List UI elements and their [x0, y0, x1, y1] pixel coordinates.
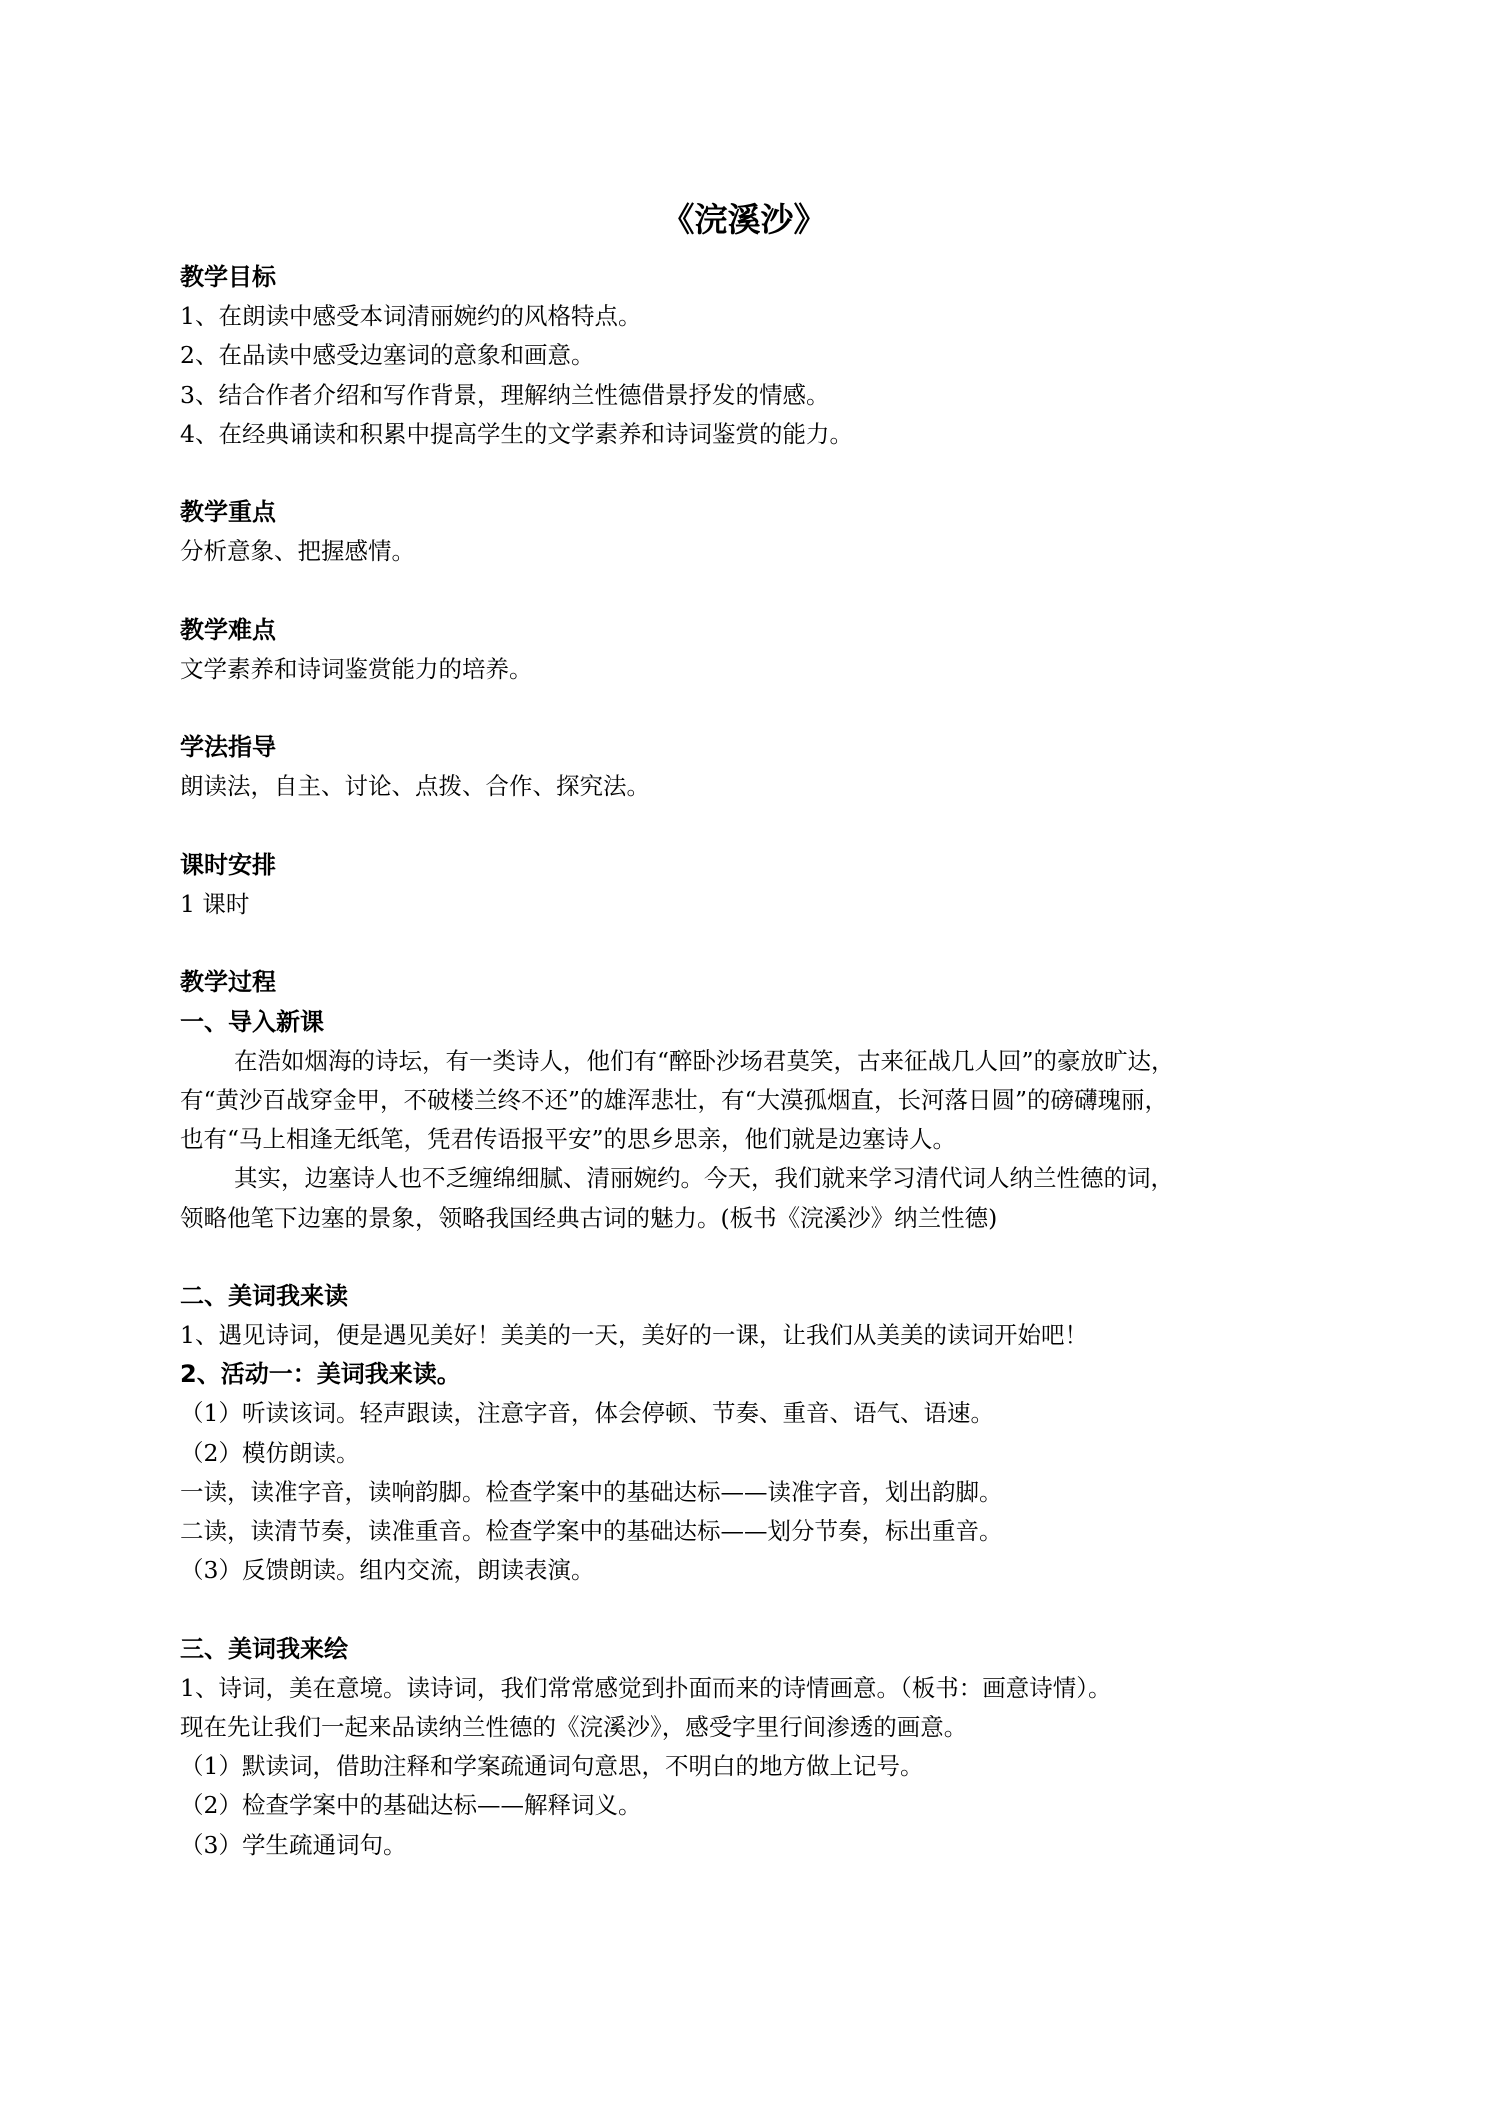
section-heading: 教学难点 [180, 615, 276, 644]
body-text-line: 1、遇见诗词，便是遇见美好！美美的一天，美好的一课，让我们从美美的读词开始吧！ [180, 1321, 1088, 1350]
body-text-line: 在浩如烟海的诗坛，有一类诗人，他们有“醉卧沙场君莫笑，古来征战几人回”的豪放旷达， [234, 1046, 1175, 1075]
body-text-line: 一读，读准字音，读响韵脚。检查学案中的基础达标——读准字音，划出韵脚。 [180, 1477, 1003, 1506]
body-text-line: 朗读法，自主、讨论、点拨、合作、探究法。 [180, 772, 650, 801]
section-heading: 二、美词我来读 [180, 1281, 348, 1310]
section-heading: 一、导入新课 [180, 1007, 324, 1036]
section-heading: 学法指导 [180, 733, 276, 762]
paragraph-gap [180, 1238, 1320, 1277]
body-text-line: 有“黄沙百战穿金甲，不破楼兰终不还”的雄浑悲壮，有“大漠孤烟直，长河落日圆”的磅礴瑰丽， [180, 1085, 1169, 1114]
section-heading: 2、活动一：美词我来读。 [180, 1360, 461, 1389]
body-text-line: 1 课时 [180, 890, 250, 918]
section-heading: 教学目标 [180, 263, 276, 291]
paragraph-gap [180, 807, 1320, 846]
body-text-line: 现在先让我们一起来品读纳兰性德的《浣溪沙》，感受字里行间渗透的画意。 [180, 1712, 968, 1741]
paragraph-gap [180, 924, 1320, 963]
paragraph-gap [180, 689, 1320, 728]
body-text-line: 1、在朗读中感受本词清丽婉约的风格特点。 [180, 302, 642, 331]
body-text-line: 二读，读清节奏，读准重音。检查学案中的基础达标——划分节奏，标出重音。 [180, 1517, 1003, 1545]
body-text-line: （2）模仿朗读。 [180, 1438, 360, 1467]
body-text-line: 4、在经典诵读和积累中提高学生的文学素养和诗词鉴赏的能力。 [180, 419, 853, 448]
body-text-line: （1）默读词，借助注释和学案疏通词句意思，不明白的地方做上记号。 [180, 1752, 924, 1781]
paragraph-gap [180, 572, 1320, 611]
body-text-line: 领略他笔下边塞的景象，领略我国经典古词的魅力。(板书《浣溪沙》纳兰性德) [180, 1203, 998, 1232]
body-text-line: 3、结合作者介绍和写作背景，理解纳兰性德借景抒发的情感。 [180, 380, 830, 409]
body-text-line: 文学素养和诗词鉴赏能力的培养。 [180, 654, 533, 683]
section-heading: 课时安排 [180, 850, 276, 879]
body-text-line: 分析意象、把握感情。 [180, 537, 415, 566]
body-text-line: （3）反馈朗读。组内交流，朗读表演。 [180, 1556, 595, 1585]
section-heading: 教学重点 [180, 498, 276, 527]
section-heading: 教学过程 [180, 968, 276, 997]
body-text-line: 2、在品读中感受边塞词的意象和画意。 [180, 341, 595, 370]
section-heading: 三、美词我来绘 [180, 1634, 348, 1663]
body-text-line: 其实，边塞诗人也不乏缠绵细腻、清丽婉约。今天，我们就来学习清代词人纳兰性德的词， [234, 1164, 1174, 1193]
body-text-line: （3）学生疏通词句。 [180, 1830, 407, 1859]
body-text-line: 也有“马上相逢无纸笔，凭君传语报平安”的思乡思亲，他们就是边塞诗人。 [180, 1125, 957, 1154]
document-body [180, 258, 1320, 1865]
paragraph-gap [180, 1590, 1320, 1629]
body-text-line: （1）听读该词。轻声跟读，注意字音，体会停顿、节奏、重音、语气、语速。 [180, 1399, 994, 1428]
body-text-line: 1、诗词，美在意境。读诗词，我们常常感觉到扑面而来的诗情画意。（板书：画意诗情）。 [180, 1673, 1112, 1702]
paragraph-gap [180, 454, 1320, 493]
body-text-line: （2）检查学案中的基础达标——解释词义。 [180, 1791, 642, 1820]
document-title: 《浣溪沙》 [661, 200, 827, 239]
